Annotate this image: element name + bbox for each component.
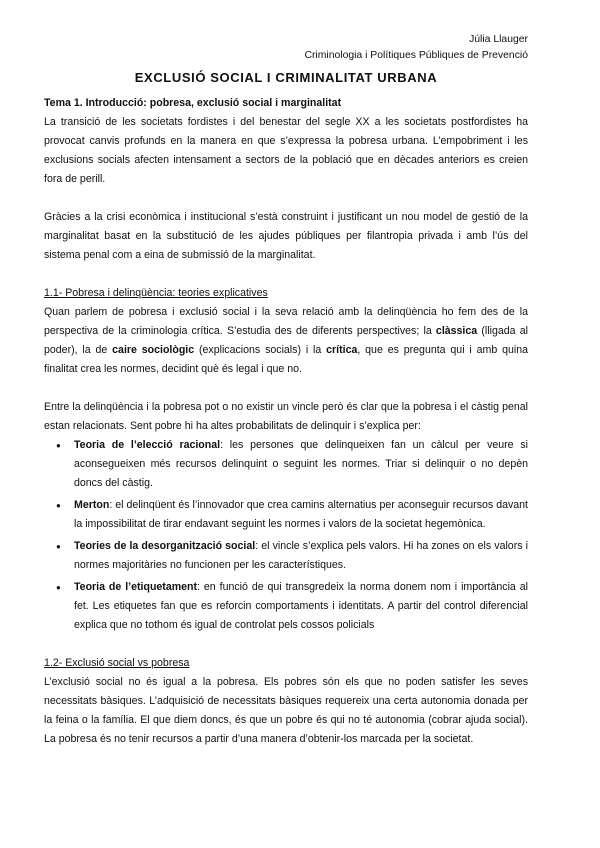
list-item <box>74 436 528 493</box>
term-sociologic: caire sociològic <box>112 344 195 356</box>
course-name: Criminologia i Polítiques Públiques de Prevenció <box>304 50 528 61</box>
bullet-term: Merton <box>74 499 110 511</box>
list-item <box>74 537 528 575</box>
section-1-1-heading: 1.1- Pobresa i delinqüència: teories explicatives <box>44 287 268 299</box>
document-body <box>44 94 528 749</box>
bullet-text: : les persones que delinqueixen fan un càlcul per veure si aconsegueixen més recursos delinquint o seguint les normes. Triar si delinquir o no depèn doncs del càstig. <box>74 439 528 489</box>
section-1-1-paragraph-1 <box>44 303 528 379</box>
term-classica: clàssica <box>435 325 478 337</box>
page-header <box>304 32 528 64</box>
text-run: (explicacions socials) i la <box>194 344 327 356</box>
text-run: (lligada al poder), la de <box>44 325 528 356</box>
intro-paragraph-2: Gràcies a la crisi econòmica i institucional s’està construint i justificant un nou model de gestió de la marginalitat basat en la substitució de les ajudes públiques per filantropia privada i amb l’ús del sistema penal com a eina de submissió de la marginalitat. <box>44 211 528 261</box>
bullet-term: Teoria de l’elecció racional <box>74 439 221 451</box>
section-1-2-heading: 1.2- Exclusió social vs pobresa <box>44 657 190 669</box>
intro-paragraph-1: La transició de les societats fordistes i del benestar del segle XX a les societats postfordistes ha provocat canvis profunds en la manera en que s’expressa la pobresa urbana. L’empobriment i les exclusions socials afecten intensament a sectors de la població que en dècades anteriors es creien fora de perill. <box>44 116 528 185</box>
author-name: Júlia Llauger <box>469 34 528 45</box>
section-1-1-paragraph-2: Entre la delinqüència i la pobresa pot o no existir un vincle però és clar que la pobresa i el càstig penal estan relacionats. Sent pobre hi ha altes probabilitats de delinquir i s’explica per: <box>44 401 528 432</box>
text-run: , que es pregunta qui i amb quina finalitat crea les normes, decidint què és legal i que no. <box>44 344 528 375</box>
bullet-text: : el vincle s’explica pels valors. Hi ha zones on els valors i normes majoritàries no funcionen per les característiques. <box>74 540 528 571</box>
bullet-text: : el delinqüent és l’innovador que crea camins alternatius per aconseguir recursos davant la impossibilitat de tirar endavant seguint les normes i valors de la societat hegemònica. <box>74 499 528 530</box>
theories-list <box>44 436 528 635</box>
list-item <box>74 496 528 534</box>
bullet-term: Teories de la desorganització social <box>74 540 256 552</box>
term-critica: crítica <box>326 344 358 356</box>
document-title: EXCLUSIÓ SOCIAL I CRIMINALITAT URBANA <box>134 70 438 85</box>
text-run: Quan parlem de pobresa i exclusió social i la seva relació amb la delinqüència ho fem des de la perspectiva de la criminologia crítica. S’estudia des de diferents perspectives; la <box>44 306 528 337</box>
bullet-text: : en funció de qui transgredeix la norma donem nom i importància al fet. Les etiquetes fan que es reforcin comportaments i identitats. A partir del control diferencial explica que no tothom és igual de controlat pels cossos policials <box>74 581 528 631</box>
list-item <box>74 578 528 635</box>
topic-heading: Tema 1. Introducció: pobresa, exclusió social i marginalitat <box>44 97 342 109</box>
bullet-term: Teoria de l’etiquetament <box>74 581 198 593</box>
section-1-2-paragraph-1: L’exclusió social no és igual a la pobresa. Els pobres són els que no poden satisfer les seves necessitats bàsiques. L’adquisició de necessitats bàsiques requereix una certa autonomia donada per la feina o la família. El que diem doncs, és que un pobre és qui no té autonomia (cobrar ajuda social). La pobresa és no tenir recursos a partir d’una manera d’obtenir-los marcada per la societat. <box>44 676 528 745</box>
